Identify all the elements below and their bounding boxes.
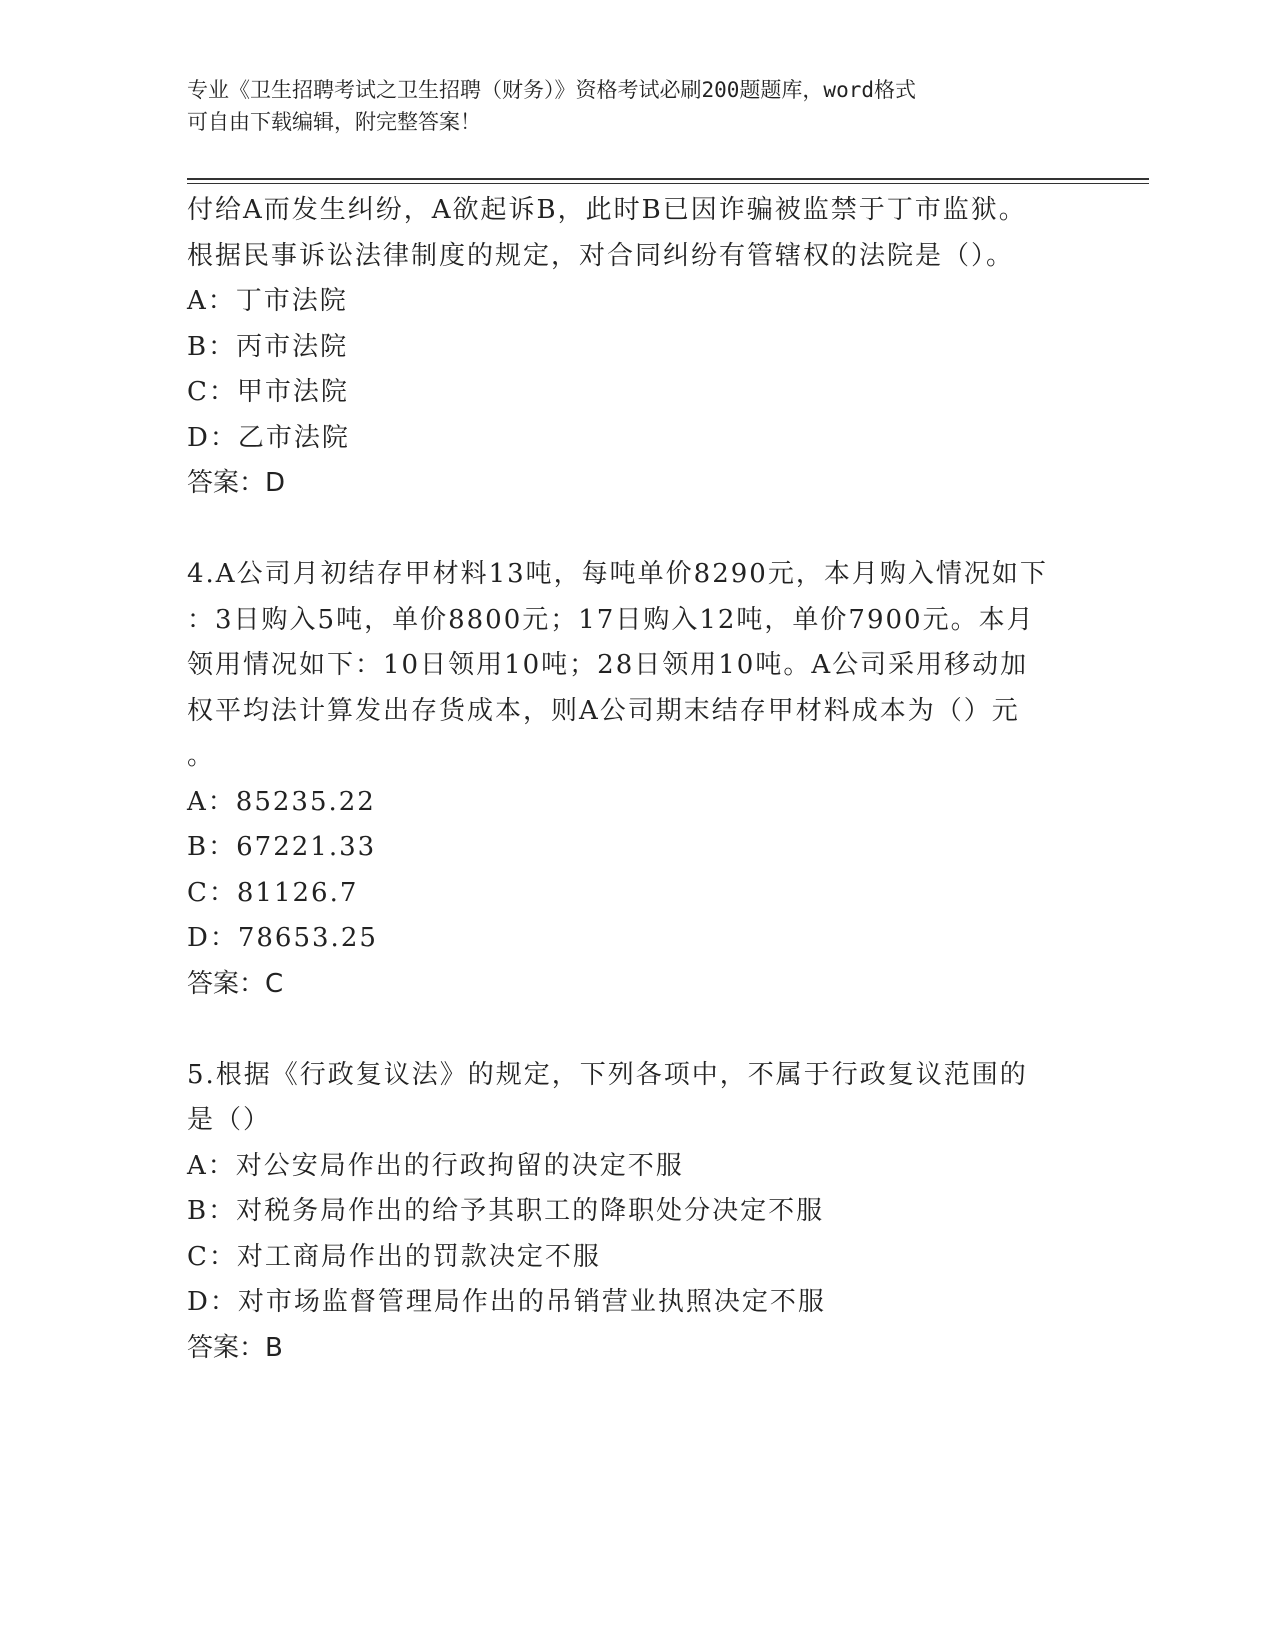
header-line-2: 可自由下载编辑，附完整答案！	[187, 110, 481, 134]
question-stem-line: ：3日购入5吨，单价8800元；17日购入12吨，单价7900元。本月	[187, 604, 1035, 635]
question-stem-line: 是（）	[187, 1105, 272, 1135]
spacer	[187, 507, 1087, 553]
header-line-1: 专业《卫生招聘考试之卫生招聘（财务）》资格考试必刷200题题库，word格式	[187, 78, 916, 102]
option-d: D：对市场监督管理局作出的吊销营业执照决定不服	[187, 1287, 826, 1317]
option-a: A：对公安局作出的行政拘留的决定不服	[187, 1150, 684, 1181]
option-a: A：丁市法院	[187, 286, 348, 316]
option-d: D：乙市法院	[187, 422, 350, 453]
question-stem-line: 权平均法计算发出存货成本，则A公司期末结存甲材料成本为（）元	[187, 695, 1020, 726]
option-b: B：丙市法院	[187, 331, 349, 362]
document-body	[187, 188, 1087, 1371]
answer-line: 答案：B	[187, 1332, 283, 1363]
answer-line: 答案：D	[187, 468, 286, 498]
option-d: D：78653.25	[187, 923, 378, 953]
question-stem-line: 。	[187, 741, 216, 771]
question-3	[187, 188, 1087, 507]
question-stem-line: 5.根据《行政复议法》的规定，下列各项中，不属于行政复议范围的	[187, 1059, 1028, 1090]
option-b: B：对税务局作出的给予其职工的降职处分决定不服	[187, 1196, 825, 1226]
header-divider-thin	[187, 183, 1149, 184]
header-divider-thick	[187, 178, 1149, 180]
option-b: B：67221.33	[187, 832, 377, 862]
option-a: A：85235.22	[187, 786, 376, 817]
question-stem-line: 根据民事诉讼法律制度的规定，对合同纠纷有管辖权的法院是（）。	[187, 240, 1015, 271]
document-header	[187, 74, 1087, 138]
question-4	[187, 552, 1087, 1007]
spacer	[187, 1007, 1087, 1053]
answer-line: 答案：C	[187, 968, 284, 999]
question-stem-line: 付给A而发生纠纷，A欲起诉B，此时B已因诈骗被监禁于丁市监狱。	[187, 195, 1027, 225]
option-c: C：81126.7	[187, 877, 359, 908]
question-stem-line: 领用情况如下：10日领用10吨；28日领用10吨。A公司采用移动加	[187, 650, 1029, 680]
question-stem-line: 4.A公司月初结存甲材料13吨，每吨单价8290元，本月购入情况如下	[187, 559, 1048, 589]
option-c: C：甲市法院	[187, 377, 349, 407]
option-c: C：对工商局作出的罚款决定不服	[187, 1241, 601, 1272]
question-5	[187, 1053, 1087, 1372]
